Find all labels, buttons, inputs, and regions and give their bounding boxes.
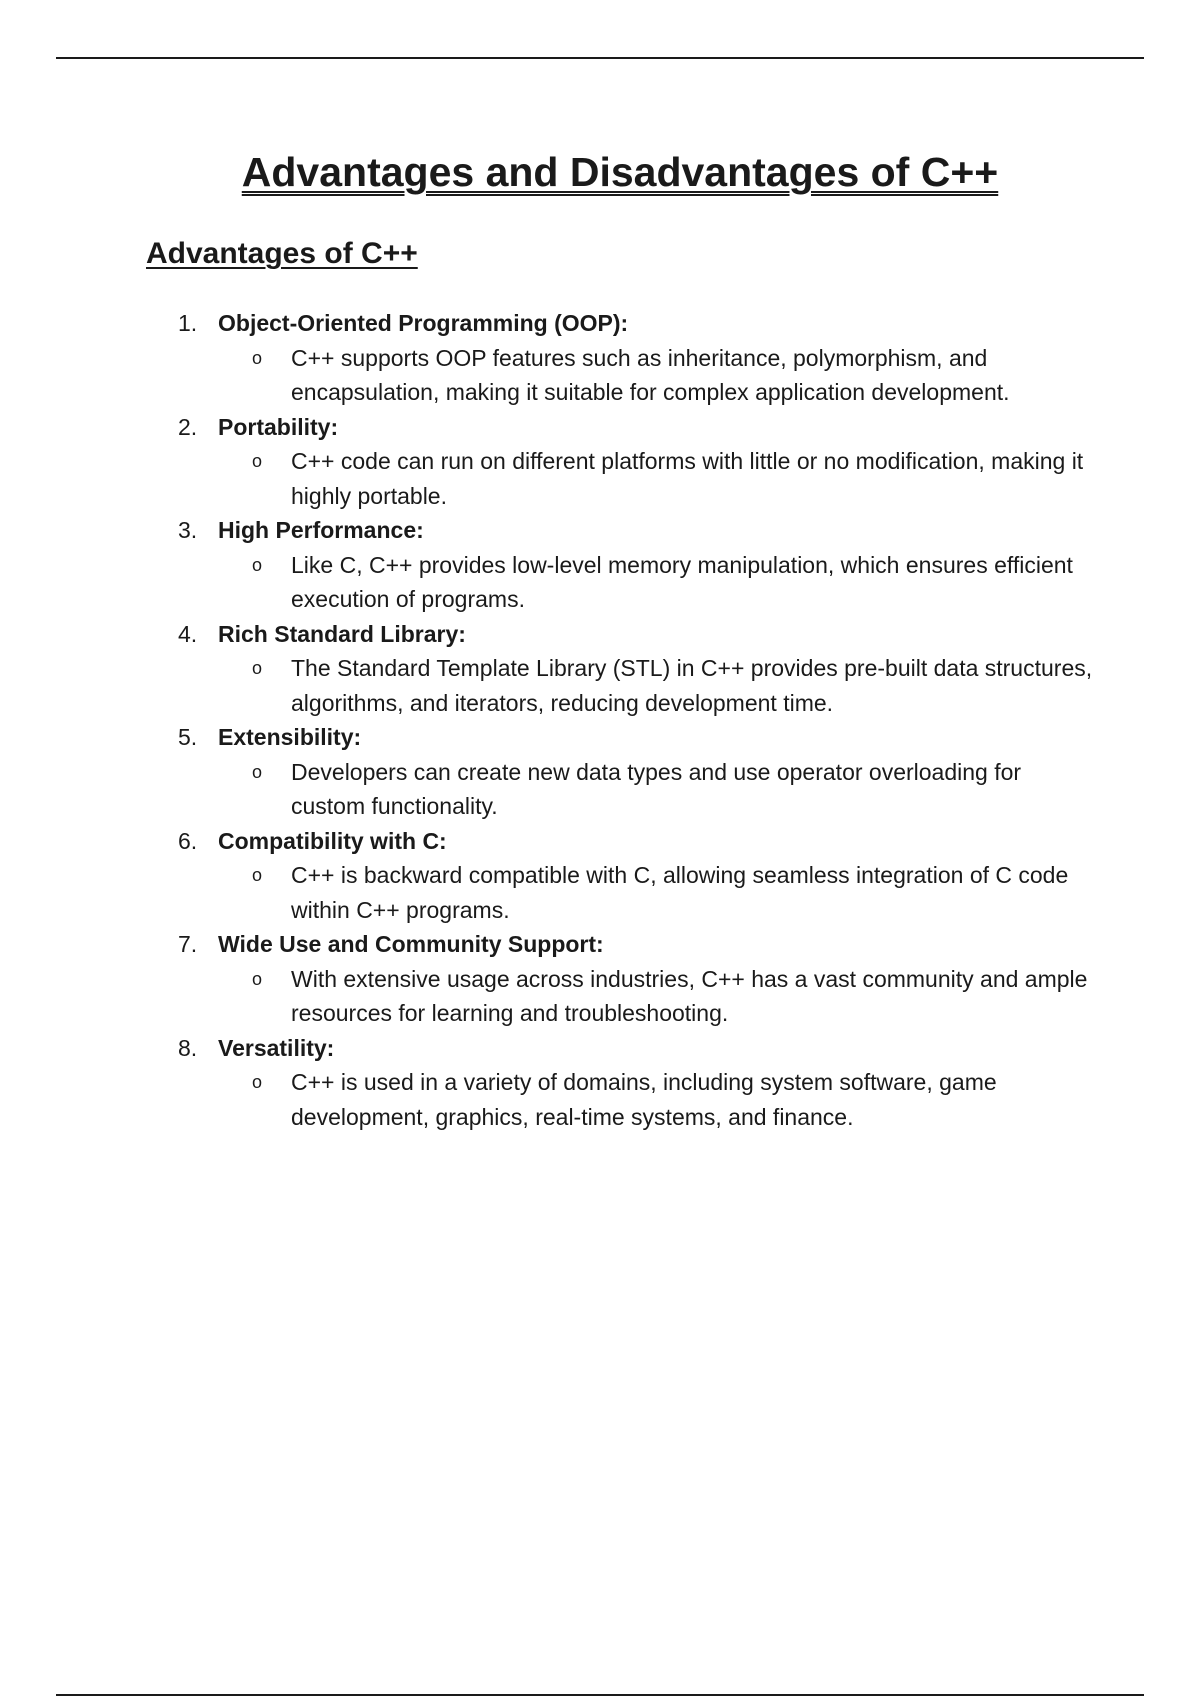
circle-bullet-icon: o	[252, 658, 263, 678]
advantage-detail-text: The Standard Template Library (STL) in C++ provides pre-built data structures, algorithms, and iterators, reducing development time.	[291, 655, 1093, 716]
advantage-detail-text: With extensive usage across industries, C++ has a vast community and ample resources for learning and troubleshooting.	[291, 965, 1088, 1026]
advantage-detail	[218, 548, 1096, 617]
circle-bullet-icon: o	[252, 1072, 263, 1092]
advantage-detail-text: C++ is backward compatible with C, allowing seamless integration of C code within C++ programs.	[291, 862, 1069, 923]
advantage-item	[146, 1031, 1096, 1135]
advantage-detail	[218, 858, 1096, 927]
section-heading-advantages: Advantages of C++	[146, 237, 418, 270]
advantage-title: Extensibility:	[218, 724, 362, 750]
advantage-detail	[218, 341, 1096, 410]
advantage-item	[146, 617, 1096, 721]
advantage-number: 4.	[178, 620, 198, 647]
advantage-title: Versatility:	[218, 1034, 335, 1061]
advantage-number: 2.	[178, 413, 198, 440]
circle-bullet-icon: o	[252, 451, 263, 471]
advantage-item	[146, 306, 1096, 410]
advantage-detail	[218, 444, 1096, 513]
circle-bullet-icon: o	[252, 554, 263, 575]
advantage-detail-list	[218, 1065, 1096, 1134]
advantage-number: 7.	[178, 931, 198, 957]
advantage-detail-text: C++ is used in a variety of domains, including system software, game development, graphics, real-time systems, and finance.	[291, 1069, 997, 1130]
advantage-number: 1.	[178, 310, 198, 336]
page-footer-rule	[56, 1694, 1144, 1696]
circle-bullet-icon: o	[252, 347, 263, 368]
advantage-item	[146, 824, 1096, 928]
advantage-detail-text: C++ supports OOP features such as inheritance, polymorphism, and encapsulation, making it suitable for complex application development.	[291, 344, 1010, 405]
advantage-title: Portability:	[218, 413, 339, 440]
advantage-item	[146, 720, 1096, 824]
page-header-rule	[56, 57, 1144, 59]
advantage-detail	[218, 1065, 1096, 1134]
advantage-number: 8.	[178, 1034, 198, 1061]
advantage-number: 6.	[178, 827, 198, 854]
advantages-list	[146, 306, 1096, 1134]
document-title-text: Advantages and Disadvantages of C++	[241, 149, 999, 195]
circle-bullet-icon: o	[252, 865, 263, 885]
advantage-detail-list	[218, 548, 1096, 617]
advantage-detail-list	[218, 341, 1096, 410]
advantage-detail-list	[218, 651, 1096, 720]
advantage-title: Wide Use and Community Support:	[218, 931, 604, 957]
advantage-item	[146, 513, 1096, 617]
circle-bullet-icon: o	[252, 761, 263, 782]
advantage-title: Object-Oriented Programming (OOP):	[218, 310, 629, 336]
advantage-detail-list	[218, 858, 1096, 927]
advantage-detail-list	[218, 962, 1096, 1031]
advantage-detail-text: Like C, C++ provides low-level memory manipulation, which ensures efficient execution of programs.	[291, 551, 1073, 612]
advantage-detail	[218, 755, 1096, 824]
advantage-title: Rich Standard Library:	[218, 620, 466, 647]
advantage-detail	[218, 962, 1096, 1031]
advantage-number: 3.	[178, 517, 198, 543]
circle-bullet-icon: o	[252, 968, 263, 989]
advantage-detail	[218, 651, 1096, 720]
advantage-title: High Performance:	[218, 517, 424, 543]
advantage-item	[146, 410, 1096, 514]
advantage-number: 5.	[178, 724, 198, 750]
advantage-detail-text: C++ code can run on different platforms with little or no modification, making it highly portable.	[291, 448, 1084, 509]
advantage-item	[146, 927, 1096, 1031]
advantage-title: Compatibility with C:	[218, 827, 447, 854]
advantage-detail-list	[218, 755, 1096, 824]
document-title	[0, 148, 1200, 197]
advantage-detail-list	[218, 444, 1096, 513]
advantage-detail-text: Developers can create new data types and use operator overloading for custom functionality.	[291, 758, 1022, 819]
